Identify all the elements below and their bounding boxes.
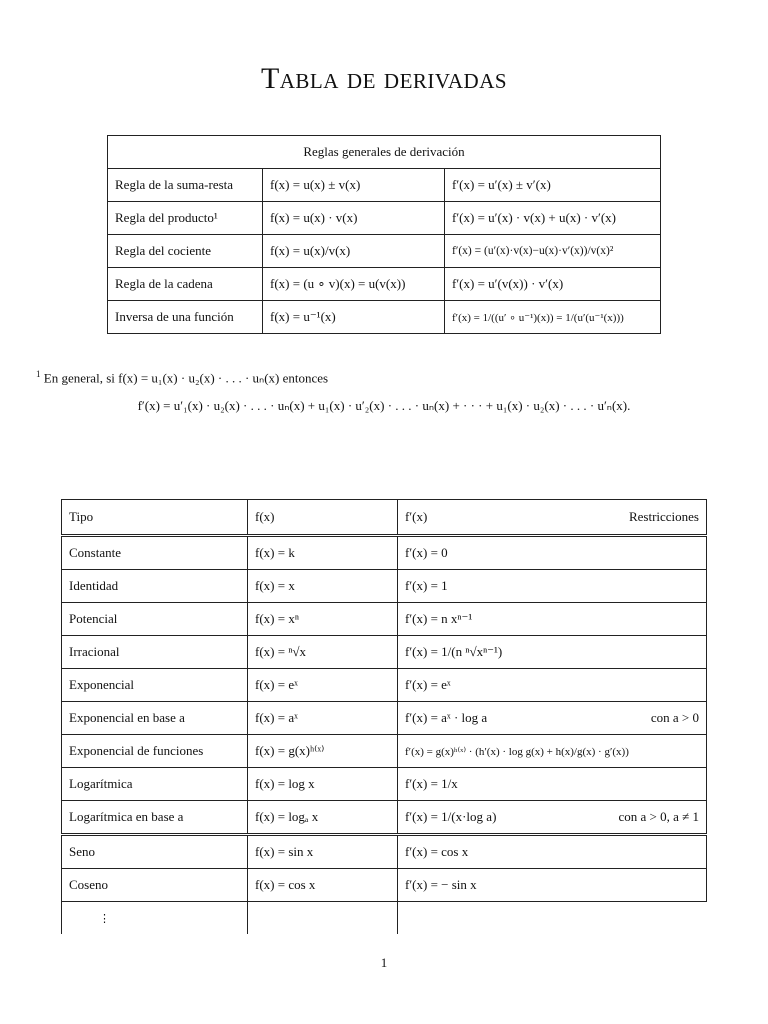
rule-function: f(x) = u⁻¹(x) (263, 301, 445, 334)
rule-function: f(x) = u(x)/v(x) (263, 235, 445, 268)
table-row (62, 869, 707, 902)
type-name: Logarítmica en base a (62, 801, 248, 835)
header-restrictions: Restricciones (628, 509, 699, 524)
type-derivative: f′(x) = 1/(x·log a) (405, 809, 497, 824)
rule-function: f(x) = u(x) · v(x) (263, 202, 445, 235)
type-restriction: con a > 0, a ≠ 1 (618, 809, 699, 824)
type-function: f(x) = aˣ (248, 702, 398, 735)
rule-function: f(x) = u(x) ± v(x) (263, 169, 445, 202)
type-name: Identidad (62, 570, 248, 603)
type-derivative: f′(x) = n xⁿ⁻¹ (398, 603, 707, 636)
rule-name: Regla de la suma-resta (108, 169, 263, 202)
type-function: f(x) = log x (248, 768, 398, 801)
type-function: f(x) = eˣ (248, 669, 398, 702)
type-derivative: f′(x) = aˣ · log a (405, 710, 488, 725)
rule-name: Regla del producto¹ (108, 202, 263, 235)
derivatives-header-row (62, 500, 707, 536)
type-name: Potencial (62, 603, 248, 636)
rule-name: Regla del cociente (108, 235, 263, 268)
page-number: 1 (380, 955, 388, 970)
footnote-text: En general, si f(x) = u₁(x) · u₂(x) · . . . · uₙ(x) entonces (43, 370, 329, 386)
table-row (108, 301, 661, 334)
rule-derivative: f′(x) = (u′(x)·v(x)−u(x)·v′(x))/v(x)² (445, 235, 661, 268)
type-derivative: f′(x) = 1/(n ⁿ√xⁿ⁻¹) (398, 636, 707, 669)
type-function: f(x) = k (248, 536, 398, 570)
footnote-mark: 1 (36, 369, 41, 379)
type-derivative-cell (398, 801, 707, 835)
continuation-cell (62, 902, 248, 935)
table-row (62, 636, 707, 669)
table-row (62, 735, 707, 768)
type-function: f(x) = sin x (248, 835, 398, 869)
table-row (62, 702, 707, 735)
type-name: Logarítmica (62, 768, 248, 801)
type-name: Coseno (62, 869, 248, 902)
type-name: Constante (62, 536, 248, 570)
continuation-dots: ⋮ (99, 913, 110, 925)
table-row (108, 169, 661, 202)
rule-derivative: f′(x) = 1/((u′ ∘ u⁻¹)(x)) = 1/(u′(u⁻¹(x))) (445, 301, 661, 334)
type-function: f(x) = g(x)ʰ⁽ˣ⁾ (248, 735, 398, 768)
table-row (62, 669, 707, 702)
derivatives-table (61, 499, 707, 934)
table-row (62, 835, 707, 869)
type-function: f(x) = cos x (248, 869, 398, 902)
type-function: f(x) = ⁿ√x (248, 636, 398, 669)
type-function: f(x) = logₐ x (248, 801, 398, 835)
type-name: Seno (62, 835, 248, 869)
type-function: f(x) = x (248, 570, 398, 603)
general-rules-table (107, 135, 661, 334)
type-derivative-cell (398, 702, 707, 735)
rule-derivative: f′(x) = u′(x) · v(x) + u(x) · v′(x) (445, 202, 661, 235)
rule-derivative: f′(x) = u′(v(x)) · v′(x) (445, 268, 661, 301)
rules-header-row (108, 136, 661, 169)
type-derivative: f′(x) = 0 (398, 536, 707, 570)
table-row (62, 603, 707, 636)
type-derivative: f′(x) = 1/x (398, 768, 707, 801)
rule-function: f(x) = (u ∘ v)(x) = u(v(x)) (263, 268, 445, 301)
type-function: f(x) = xⁿ (248, 603, 398, 636)
type-derivative: f′(x) = eˣ (398, 669, 707, 702)
table-row (108, 235, 661, 268)
continuation-blank (398, 902, 707, 935)
header-function: f(x) (248, 500, 398, 536)
table-row-continuation (62, 902, 707, 935)
table-row (108, 268, 661, 301)
rule-name: Inversa de una función (108, 301, 263, 334)
footnote (36, 369, 328, 386)
footnote-equation: f′(x) = u′₁(x) · u₂(x) · . . . · uₙ(x) + u₁(x) · u′₂(x) · . . . · uₙ(x) + · · · + u₁(x) · u₂(x) · . . . · u′ₙ(x). (137, 398, 631, 413)
type-name: Exponencial en base a (62, 702, 248, 735)
rules-header: Reglas generales de derivación (108, 136, 661, 169)
type-derivative: f′(x) = − sin x (398, 869, 707, 902)
table-row (62, 768, 707, 801)
rule-derivative: f′(x) = u′(x) ± v′(x) (445, 169, 661, 202)
header-derivative-cell (398, 500, 707, 536)
table-row (62, 570, 707, 603)
type-derivative: f′(x) = cos x (398, 835, 707, 869)
type-name: Irracional (62, 636, 248, 669)
type-derivative: f′(x) = g(x)ʰ⁽ˣ⁾ · (h′(x) · log g(x) + h(x)/g(x) · g′(x)) (398, 735, 707, 768)
header-tipo: Tipo (62, 500, 248, 536)
page-title: Tabla de derivadas (260, 62, 508, 95)
type-name: Exponencial de funciones (62, 735, 248, 768)
table-row (62, 801, 707, 835)
type-restriction: con a > 0 (650, 710, 699, 725)
header-derivative: f′(x) (405, 509, 428, 524)
type-name: Exponencial (62, 669, 248, 702)
table-row (62, 536, 707, 570)
type-derivative: f′(x) = 1 (398, 570, 707, 603)
table-row (108, 202, 661, 235)
continuation-empty (248, 902, 398, 935)
rule-name: Regla de la cadena (108, 268, 263, 301)
